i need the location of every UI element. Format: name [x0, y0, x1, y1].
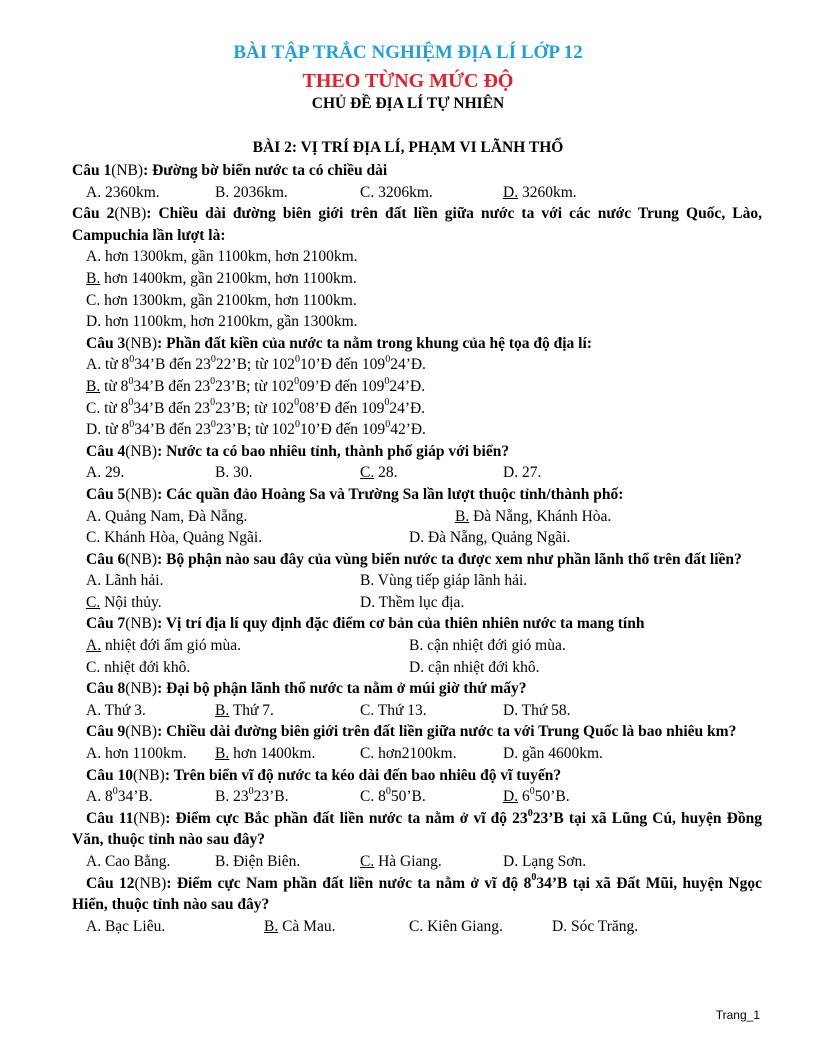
option-d: D. 3260km. [503, 183, 577, 201]
question-text: : Nước ta có bao nhiêu tỉnh, thành phố giáp với biển? [157, 442, 510, 460]
answer-row [72, 462, 762, 484]
correct-letter: A. [86, 637, 102, 655]
question-level: (NB) [125, 442, 158, 460]
correct-letter: D. [503, 788, 519, 806]
option-b: B. 2036km. [215, 183, 288, 201]
lesson-heading: BÀI 2: VỊ TRÍ ĐỊA LÍ, PHẠM VI LÃNH THỔ [252, 139, 564, 156]
question-2 [72, 203, 762, 246]
option-d: D. từ $8^034’B$ đến $23^023’B$; từ $102^010’Đ$ đến $109^042’Đ$. [86, 418, 426, 439]
correct-letter: B. [86, 269, 101, 287]
option-b: B. Thứ 7. [215, 701, 274, 719]
option-d: D. Đà Nẵng, Quảng Ngãi. [409, 529, 571, 547]
option-a: A. Lãnh hải. [86, 572, 164, 590]
question-1 [72, 160, 762, 182]
option-b: B. cận nhiệt đới gió mùa. [409, 637, 566, 655]
doc-title: BÀI TẬP TRẮC NGHIỆM ĐỊA LÍ LỚP 12 [233, 42, 583, 63]
option-d: D. $6^050’B$. [503, 786, 570, 806]
option-b: B. từ $8^034’B$ đến $23^023’B$; từ $102^009’Đ$ đến $109^024’Đ$. [86, 375, 426, 395]
option-b: B. hơn 1400km, gần 2100km, hơn 1100km. [86, 269, 357, 287]
question-label: Câu 3 [86, 334, 126, 352]
question-label: Câu 11 [86, 809, 134, 827]
option-b: B. 30. [215, 464, 253, 482]
option-d: D. 27. [503, 464, 542, 482]
answer-row [72, 786, 762, 808]
answer-row [72, 592, 762, 614]
option-b: B. $23^023’B$. [215, 786, 289, 806]
question-label: Câu 4 [86, 442, 126, 460]
option-c: C. từ $8^034’B$ đến $23^023’B$; từ $102^008’Đ$ đến $109^024’Đ$. [86, 397, 426, 417]
question-text: : Điểm cực Nam phần đất liền nước ta nằm ở vĩ độ 8 [166, 874, 532, 892]
question-12: Câu 12(NB): Điểm cực Nam phần đất liền nước ta nằm ở vĩ độ $8^034’B$ tại xã Đất Mũi, huyện Ngọc Hiển, thuộc tỉnh nào sau đây? [72, 872, 762, 914]
question-10 [72, 765, 762, 787]
question-text: : Đại bộ phận lãnh thổ nước ta nằm ở múi giờ thứ mấy? [157, 680, 527, 698]
option-a: A. hơn 1300km, gần 1100km, hơn 2100km. [86, 248, 358, 266]
answer-row [72, 657, 762, 679]
question-7 [72, 613, 762, 635]
question-list [72, 160, 762, 937]
question-11: Câu 11(NB): Điểm cực Bắc phần đất liền nước ta nằm ở vĩ độ $23^023’B$ tại xã Lũng Cú, huyện Đồng Văn, thuộc tỉnh nào sau đây? [72, 807, 762, 849]
option-a: A. 29. [86, 464, 125, 482]
question-label: Câu 6 [86, 550, 126, 568]
option-c: C. $8^050’B$. [360, 786, 426, 806]
question-level: (NB) [134, 874, 167, 892]
topic-heading: CHỦ ĐỀ ĐỊA LÍ TỰ NHIÊN [311, 95, 505, 112]
option-d: D. Thứ 58. [503, 701, 571, 719]
question-level: (NB) [125, 550, 158, 568]
question-label: Câu 10 [86, 766, 133, 784]
question-3 [72, 333, 762, 355]
question-label: Câu 8 [86, 680, 126, 698]
answer-row [72, 570, 762, 592]
question-4 [72, 441, 762, 463]
option-a: A. 2360km. [86, 183, 160, 201]
option-d: D. Thềm lục địa. [360, 593, 465, 611]
option-c: C. Hà Giang. [360, 853, 442, 870]
question-text: : Bộ phận nào sau đây của vùng biển nước ta được xem như phần lãnh thổ trên đất liền? [157, 550, 742, 568]
question-6 [72, 549, 762, 571]
correct-letter: B. [215, 745, 230, 763]
option-a: A. nhiệt đới ẩm gió mùa. [86, 637, 242, 655]
question-level: (NB) [125, 615, 158, 633]
option-a: A. Cao Bằng. [86, 853, 171, 870]
option-d: D. gần 4600km. [503, 745, 603, 763]
answer-row [72, 916, 762, 938]
option-b: B. Điện Biên. [215, 853, 301, 870]
option-a: A. Quảng Nam, Đà Nẵng. [86, 507, 248, 525]
question-8 [72, 678, 762, 700]
page-number: Trang_1 [715, 1008, 760, 1022]
option-c: C. 28. [360, 464, 398, 482]
option-b: B. Vùng tiếp giáp lãnh hải. [360, 572, 528, 590]
option-c: C. hơn2100km. [360, 745, 457, 763]
question-level: (NB) [125, 723, 158, 741]
question-5 [72, 484, 762, 506]
question-text: : Các quần đảo Hoàng Sa và Trường Sa lần lượt thuộc tỉnh/thành phố: [157, 485, 624, 503]
correct-letter: C. [360, 853, 375, 870]
question-label: Câu 12 [86, 874, 135, 892]
answer-row [72, 182, 762, 204]
question-text: : Phần đất kiền của nước ta nằm trong khung của hệ tọa độ địa lí: [157, 334, 592, 352]
question-9 [72, 721, 762, 743]
option-d: D. Sóc Trăng. [552, 917, 639, 935]
option-b: B. Đà Nẵng, Khánh Hòa. [455, 507, 612, 525]
question-level: (NB) [125, 680, 158, 698]
question-text: : Điểm cực Bắc phần đất liền nước ta nằm ở vĩ độ 23 [165, 809, 528, 827]
option-a: A. Thứ 3. [86, 701, 146, 719]
correct-letter: D. [503, 183, 519, 201]
question-level: (NB) [125, 334, 158, 352]
option-a: A. từ $8^034’B$ đến $23^022’B$; từ $102^010’Đ$ đến $109^024’Đ$. [86, 354, 426, 374]
answer-row [72, 527, 762, 549]
option-c: C. hơn 1300km, gần 2100km, hơn 1100km. [86, 291, 357, 309]
correct-letter: B. [264, 917, 279, 935]
question-label: Câu 5 [86, 485, 126, 503]
question-level: (NB) [133, 809, 166, 827]
question-label: Câu 1 [72, 162, 112, 179]
answer-row [72, 506, 762, 528]
doc-subtitle: THEO TỪNG MỨC ĐỘ [302, 70, 514, 92]
question-label: Câu 7 [86, 615, 126, 633]
option-c: C. Nội thủy. [86, 593, 162, 611]
answer-row [72, 851, 762, 873]
question-label: Câu 9 [86, 723, 126, 741]
question-level: (NB) [114, 205, 147, 223]
option-d: D. hơn 1100km, hơn 2100km, gần 1300km. [86, 313, 358, 331]
correct-letter: B. [215, 701, 230, 719]
answer-row [72, 743, 762, 765]
option-c: C. nhiệt đới khô. [86, 658, 191, 676]
question-level: (NB) [125, 485, 158, 503]
option-c: C. Khánh Hòa, Quảng Ngãi. [86, 529, 263, 547]
option-c: C. Kiên Giang. [409, 917, 503, 935]
correct-letter: B. [455, 507, 470, 525]
option-c: C. Thứ 13. [360, 701, 427, 719]
question-text: : Trên biển vĩ độ nước ta kéo dài đến bao nhiêu độ vĩ tuyến? [164, 766, 562, 784]
correct-letter: C. [360, 464, 375, 482]
question-label: Câu 2 [72, 205, 115, 223]
correct-letter: B. [86, 377, 101, 395]
question-text: : Vị trí địa lí quy định đặc điểm cơ bản của thiên nhiên nước ta mang tính [157, 615, 645, 633]
answer-row [72, 700, 762, 722]
question-text: : Chiều dài đường biên giới trên đất liền giữa nước ta với Trung Quốc là bao nhiêu km? [157, 723, 737, 741]
correct-letter: C. [86, 593, 101, 611]
option-d: D. cận nhiệt đới khô. [409, 658, 540, 676]
option-b: B. hơn 1400km. [215, 745, 316, 763]
option-b: B. Cà Mau. [264, 917, 336, 935]
question-level: (NB) [132, 766, 165, 784]
option-c: C. 3206km. [360, 183, 433, 201]
option-a: A. $8^034’B$. [86, 786, 153, 806]
question-text: : Chiều dài đường biên giới trên đất liền giữa nước ta với các nước Trung Quốc, Lào, Campuchia lần lượt là: [72, 205, 762, 244]
question-text: : Đường bờ biển nước ta có chiều dài [143, 162, 388, 179]
option-d: D. Lạng Sơn. [503, 853, 587, 870]
question-level: (NB) [111, 162, 144, 179]
option-a: A. Bạc Liêu. [86, 917, 166, 935]
option-a: A. hơn 1100km. [86, 745, 187, 763]
answer-row [72, 635, 762, 657]
